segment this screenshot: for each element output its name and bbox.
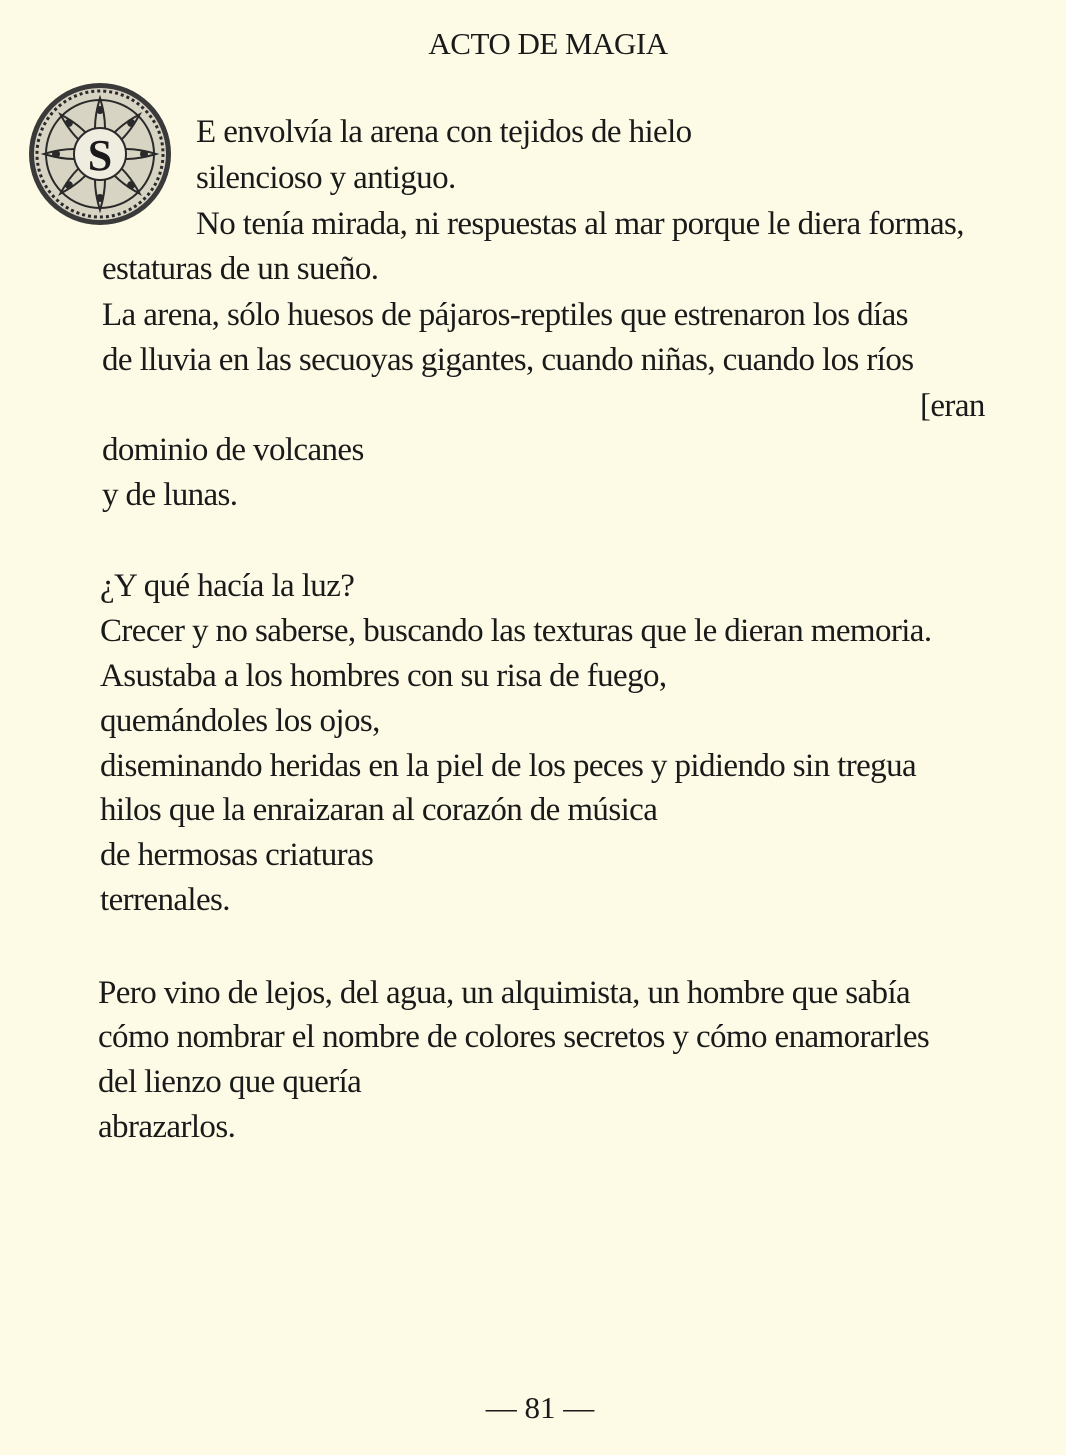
poem-line: abrazarlos. xyxy=(98,1109,236,1145)
poem-line: del lienzo que quería xyxy=(98,1064,362,1100)
ornament-letter: S xyxy=(87,131,113,180)
poem-line: cómo nombrar el nombre de colores secretos y cómo enamorarles xyxy=(98,1019,930,1055)
poem-line: quemándoles los ojos, xyxy=(100,703,380,739)
page-number: — 81 — xyxy=(485,1390,595,1425)
poem-line: ¿Y qué hacía la luz? xyxy=(100,568,355,604)
poem-line: Pero vino de lejos, del agua, un alquimista, un hombre que sabía xyxy=(98,975,911,1011)
poem-line: Asustaba a los hombres con su risa de fuego, xyxy=(100,658,667,694)
poem-line: y de lunas. xyxy=(102,477,238,513)
poem-line: hilos que la enraizaran al corazón de música xyxy=(100,792,658,828)
poem-line: diseminando heridas en la piel de los peces y pidiendo sin tregua xyxy=(100,748,917,784)
poem-line: La arena, sólo huesos de pájaros-reptiles que estrenaron los días xyxy=(102,297,908,333)
poem-line: estaturas de un sueño. xyxy=(102,251,379,287)
poem-line: silencioso y antiguo. xyxy=(196,160,456,196)
poem-line: No tenía mirada, ni respuestas al mar porque le diera formas, xyxy=(196,206,964,242)
poem-line: E envolvía la arena con tejidos de hielo xyxy=(196,114,692,150)
poem-line: de hermosas criaturas xyxy=(100,837,374,873)
poem-line-continuation: [eran xyxy=(920,388,985,424)
poem-line: de lluvia en las secuoyas gigantes, cuando niñas, cuando los ríos xyxy=(102,342,914,378)
ornamental-initial-s-icon xyxy=(26,80,174,228)
poem-line: dominio de volcanes xyxy=(102,432,364,468)
poem-line: Crecer y no saberse, buscando las texturas que le dieran memoria. xyxy=(100,613,932,649)
poem-line: terrenales. xyxy=(100,882,230,918)
page-title: ACTO DE MAGIA xyxy=(428,26,668,61)
